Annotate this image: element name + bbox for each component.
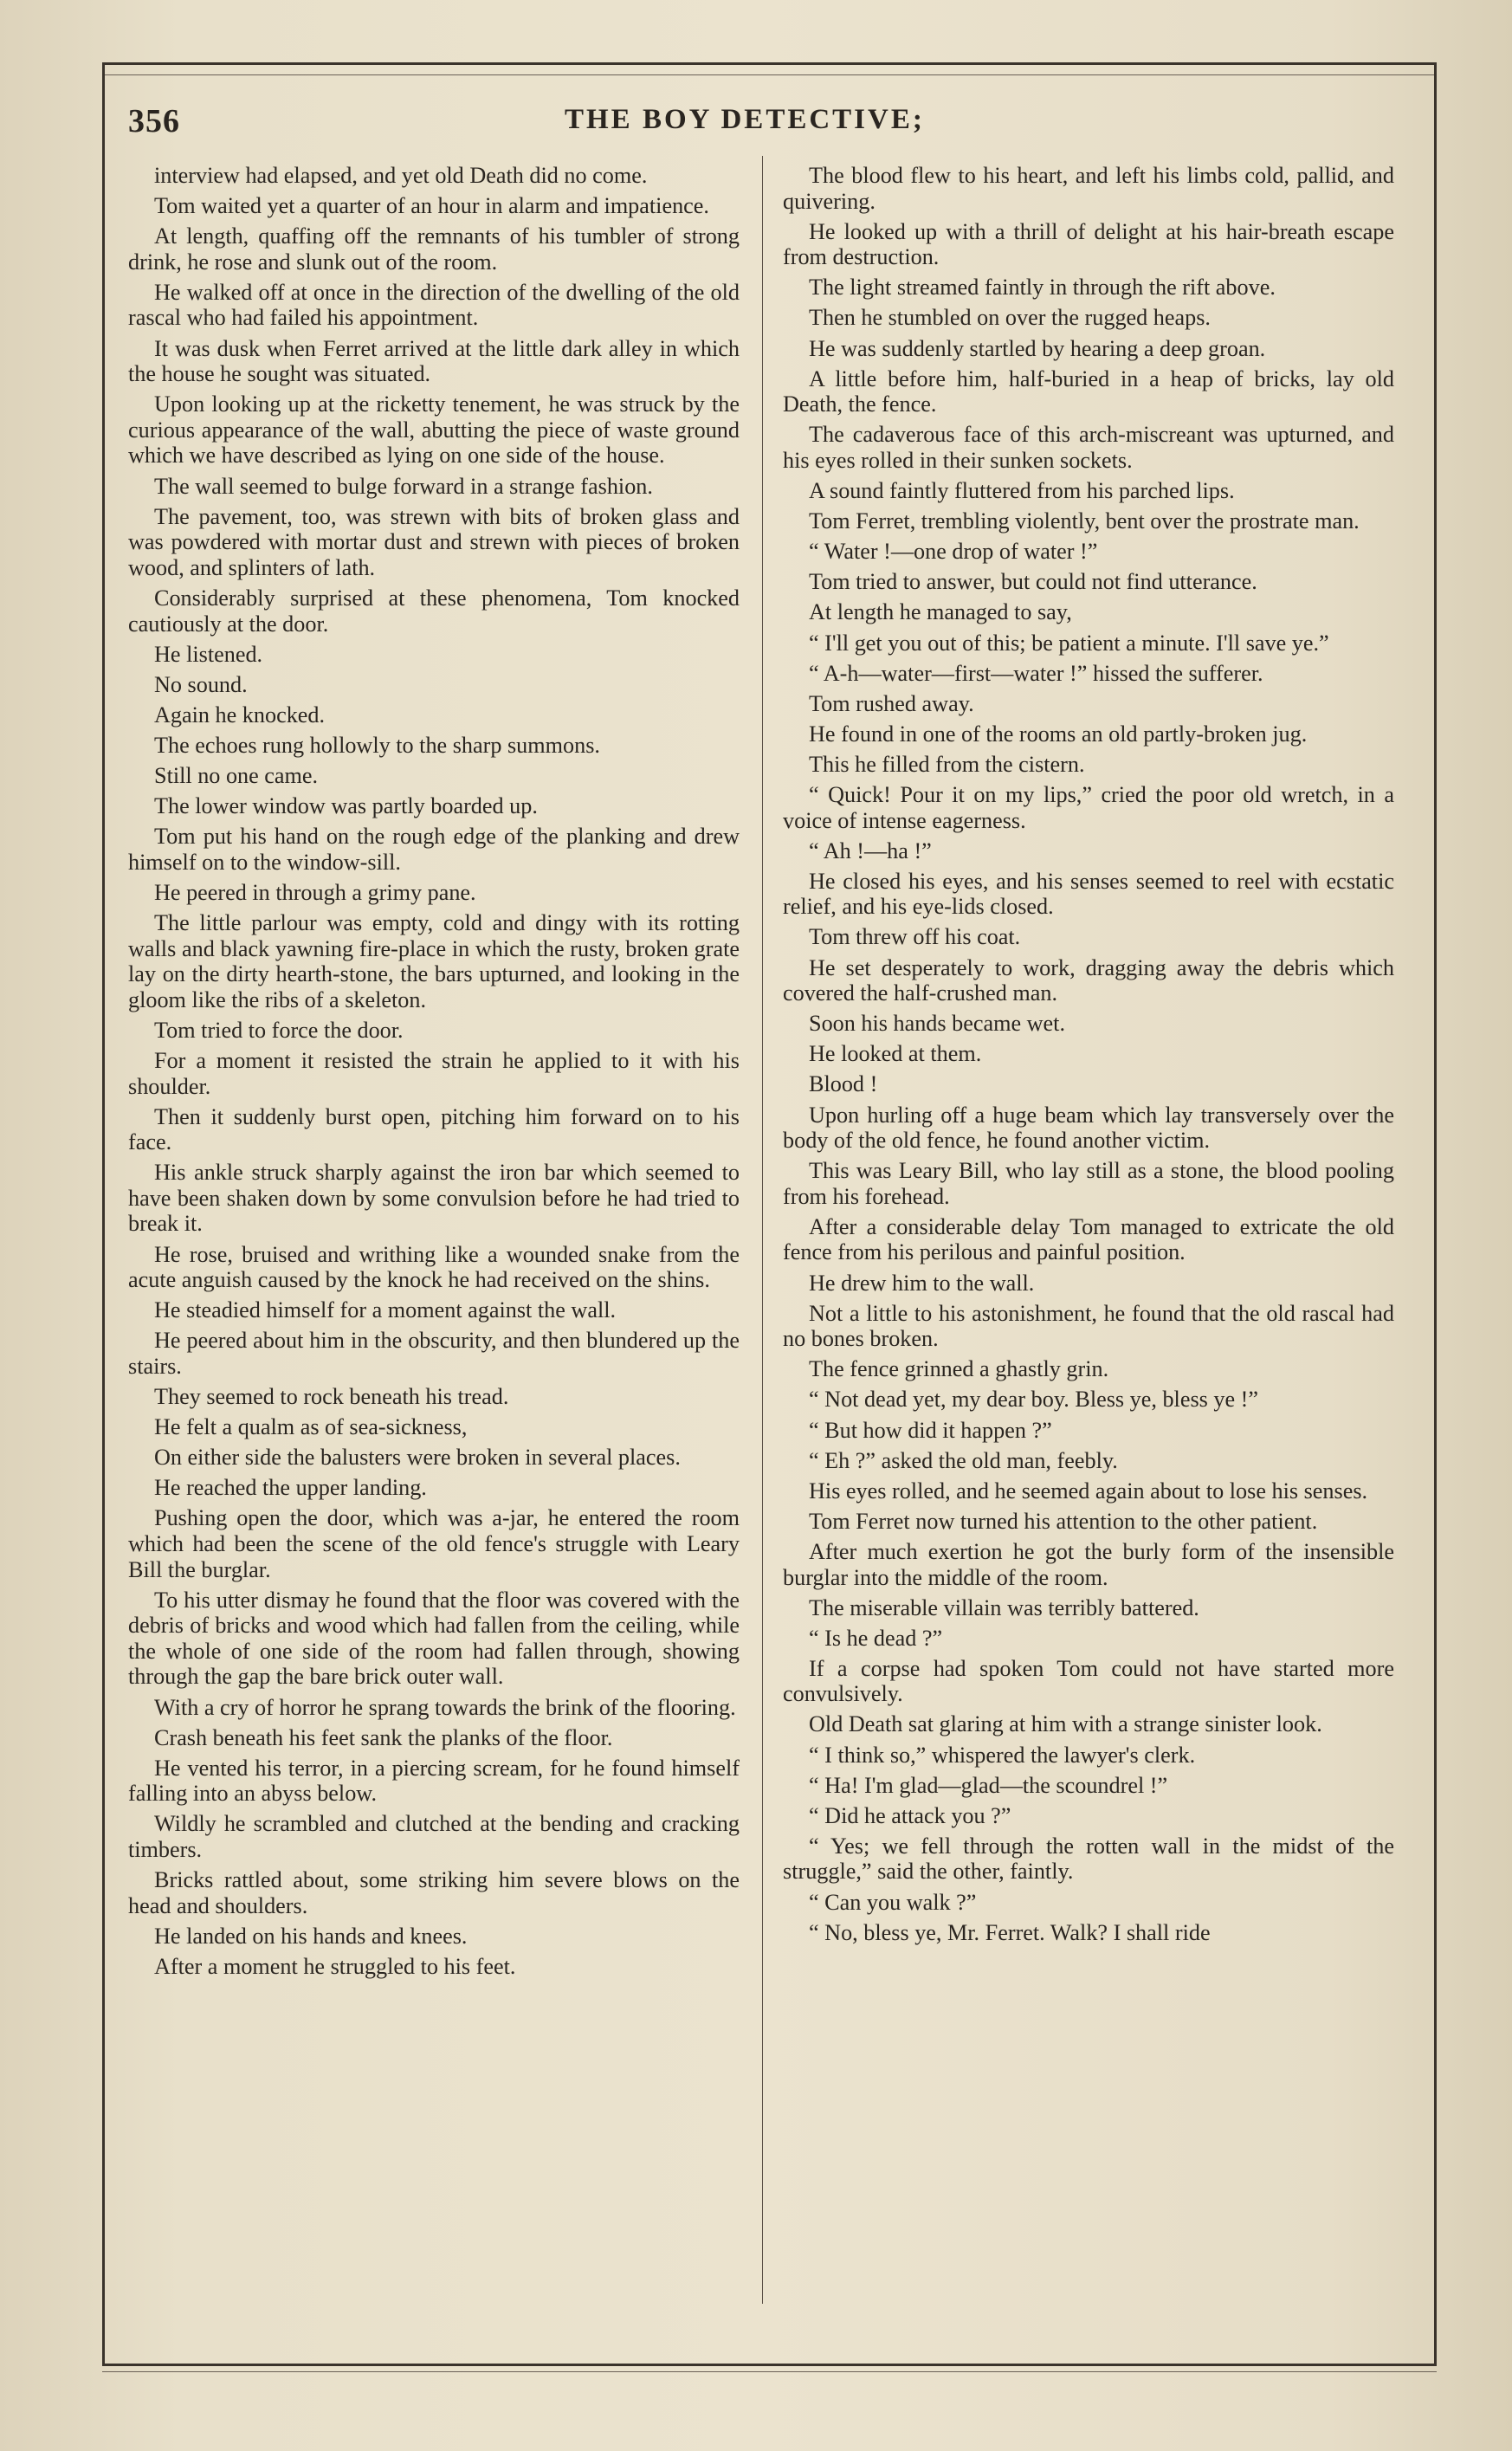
paragraph: “ But how did it happen ?” — [809, 1417, 1052, 1443]
paragraph: “ I'll get you out of this; be patient a minute. I'll save ye.” — [809, 630, 1329, 656]
paragraph: Not a little to his astonishment, he found that the old rascal had no bones broken. — [783, 1300, 1394, 1352]
paragraph: “ Did he attack you ?” — [809, 1802, 1011, 1828]
paragraph: He vented his terror, in a piercing scream, for he found himself falling into an abyss below. — [128, 1755, 740, 1807]
paragraph: “ Eh ?” asked the old man, feebly. — [809, 1447, 1118, 1473]
paragraph: Again he knocked. — [154, 702, 326, 728]
paragraph: If a corpse had spoken Tom could not have started more convulsively. — [783, 1655, 1394, 1707]
paragraph: Tom tried to force the door. — [154, 1017, 404, 1043]
column-divider — [762, 156, 763, 2304]
paragraph: At length, quaffing off the remnants of his tumbler of strong drink, he rose and slunk out of the room. — [128, 223, 740, 275]
paragraph: He set desperately to work, dragging away the debris which covered the half-crushed man. — [783, 954, 1394, 1006]
paragraph: Tom tried to answer, but could not find utterance. — [809, 569, 1257, 595]
paragraph: This he filled from the cistern. — [809, 751, 1085, 777]
page-number: 356 — [128, 103, 180, 139]
paragraph: He reached the upper landing. — [154, 1475, 427, 1501]
text-column-right — [783, 163, 1394, 1950]
paragraph: Tom threw off his coat. — [809, 924, 1021, 950]
paragraph: No sound. — [154, 671, 248, 697]
paragraph: “ Quick! Pour it on my lips,” cried the poor old wretch, in a voice of intense eagerness. — [783, 781, 1394, 833]
paragraph: He landed on his hands and knees. — [154, 1923, 468, 1949]
paragraph: Crash beneath his feet sank the planks of the floor. — [154, 1724, 613, 1750]
paragraph: He found in one of the rooms an old partly-broken jug. — [809, 721, 1308, 747]
paragraph: He closed his eyes, and his senses seemed to reel with ecstatic relief, and his eye-lids closed. — [783, 868, 1394, 920]
paragraph: The cadaverous face of this arch-miscreant was upturned, and his eyes rolled in their sunken sockets. — [783, 422, 1394, 473]
text-column-left — [128, 163, 740, 1984]
paragraph: “ Ah !—ha !” — [809, 837, 932, 863]
paragraph: He listened. — [154, 641, 263, 667]
paragraph: The lower window was partly boarded up. — [154, 793, 538, 819]
paragraph: “ Ha! I'm glad—glad—the scoundrel !” — [809, 1772, 1168, 1798]
paragraph: To his utter dismay he found that the floor was covered with the debris of bricks and wood which had fallen from the ceiling, while the whole of one side of the room had fallen through, showing through the gap the bare brick outer wall. — [128, 1587, 740, 1690]
paragraph: “ Is he dead ?” — [809, 1625, 943, 1651]
paragraph: For a moment it resisted the strain he applied to it with his shoulder. — [128, 1047, 740, 1099]
right-border-rule — [1434, 62, 1437, 2366]
paragraph: The miserable villain was terribly battered. — [809, 1594, 1199, 1620]
paragraph: The wall seemed to bulge forward in a strange fashion. — [154, 473, 653, 499]
paragraph: “ No, bless ye, Mr. Ferret. Walk? I shall ride — [809, 1919, 1211, 1945]
paragraph: After a considerable delay Tom managed to extricate the old fence from his perilous and painful position. — [783, 1213, 1394, 1265]
top-border-rule — [102, 62, 1436, 65]
paragraph: Old Death sat glaring at him with a strange sinister look. — [809, 1711, 1322, 1737]
paragraph: The light streamed faintly in through the rift above. — [809, 275, 1276, 301]
paragraph: Upon hurling off a huge beam which lay transversely over the body of the old fence, he found another victim. — [783, 1102, 1394, 1154]
paragraph: He looked up with a thrill of delight at his hair-breath escape from destruction. — [783, 218, 1394, 270]
paragraph: The echoes rung hollowly to the sharp summons. — [154, 732, 600, 758]
paragraph: “ A-h—water—first—water !” hissed the sufferer. — [809, 660, 1263, 686]
paragraph: Upon looking up at the ricketty tenement, he was struck by the curious appearance of the wall, abutting the piece of waste ground which we have described as lying on one side of the house. — [128, 391, 740, 469]
paragraph: “ Yes; we fell through the rotten wall in the midst of the struggle,” said the other, faintly. — [783, 1833, 1394, 1885]
paragraph: He rose, bruised and writhing like a wounded snake from the acute anguish caused by the knock he had received on the shins. — [128, 1241, 740, 1293]
paragraph: He looked at them. — [809, 1041, 982, 1067]
paragraph: interview had elapsed, and yet old Death did no come. — [154, 163, 648, 188]
paragraph: He peered about him in the obscurity, and then blundered up the stairs. — [128, 1328, 740, 1379]
paragraph: He walked off at once in the direction of the dwelling of the old rascal who had failed his appointment. — [128, 279, 740, 331]
paragraph: Still no one came. — [154, 762, 319, 788]
paragraph: His eyes rolled, and he seemed again about to lose his senses. — [809, 1478, 1368, 1504]
paragraph: At length he managed to say, — [809, 599, 1072, 625]
left-border-rule — [102, 62, 105, 2366]
paragraph: The fence grinned a ghastly grin. — [809, 1356, 1109, 1382]
top-border-thin-rule — [102, 74, 1436, 75]
paragraph: “ Water !—one drop of water !” — [809, 539, 1098, 565]
bottom-border-rule — [102, 2364, 1437, 2366]
paragraph: Blood ! — [809, 1071, 878, 1097]
paragraph: The little parlour was empty, cold and dingy with its rotting walls and black yawning fire-place in which the rusty, broken grate lay on the dirty hearth-stone, the bars upturned, and looking in the gloom like the ribs of a skeleton. — [128, 909, 740, 1012]
paragraph: “ Can you walk ?” — [809, 1889, 977, 1915]
paragraph: He was suddenly startled by hearing a deep groan. — [809, 335, 1266, 361]
paragraph: He steadied himself for a moment against the wall. — [154, 1297, 617, 1323]
paragraph: With a cry of horror he sprang towards the brink of the flooring. — [154, 1694, 736, 1720]
paragraph: Then it suddenly burst open, pitching him forward on to his face. — [128, 1103, 740, 1155]
paragraph: On either side the balusters were broken in several places. — [154, 1445, 681, 1471]
paragraph: Tom put his hand on the rough edge of the planking and drew himself on to the window-sill. — [128, 824, 740, 875]
paragraph: The blood flew to his heart, and left his limbs cold, pallid, and quivering. — [783, 163, 1394, 214]
paragraph: Considerably surprised at these phenomena, Tom knocked cautiously at the door. — [128, 585, 740, 637]
paragraph: After much exertion he got the burly form of the insensible burglar into the middle of the room. — [783, 1538, 1394, 1590]
paragraph: He peered in through a grimy pane. — [154, 879, 476, 905]
bottom-border-thin-rule — [102, 2371, 1437, 2372]
paragraph: His ankle struck sharply against the iron bar which seemed to have been shaken down by some convulsion before he had tried to break it. — [128, 1160, 740, 1237]
paragraph: “ I think so,” whispered the lawyer's clerk. — [809, 1742, 1196, 1768]
paragraph: Bricks rattled about, some striking him severe blows on the head and shoulders. — [128, 1867, 740, 1918]
paragraph: Soon his hands became wet. — [809, 1011, 1066, 1037]
paragraph: Tom waited yet a quarter of an hour in alarm and impatience. — [154, 193, 709, 219]
paragraph: Tom rushed away. — [809, 690, 974, 716]
paragraph: It was dusk when Ferret arrived at the little dark alley in which the house he sought was situated. — [128, 335, 740, 387]
paragraph: “ Not dead yet, my dear boy. Bless ye, bless ye !” — [809, 1387, 1258, 1413]
paragraph: Then he stumbled on over the rugged heaps. — [809, 305, 1211, 331]
paragraph: A sound faintly fluttered from his parched lips. — [809, 478, 1235, 504]
paragraph: He felt a qualm as of sea-sickness, — [154, 1414, 468, 1440]
paragraph: This was Leary Bill, who lay still as a stone, the blood pooling from his forehead. — [783, 1158, 1394, 1209]
running-head: THE BOY DETECTIVE; — [565, 104, 925, 135]
paragraph: Pushing open the door, which was a-jar, he entered the room which had been the scene of the old fence's struggle with Leary Bill the burglar. — [128, 1505, 740, 1582]
paragraph: Wildly he scrambled and clutched at the bending and cracking timbers. — [128, 1811, 740, 1863]
paragraph: Tom Ferret, trembling violently, bent over the prostrate man. — [809, 508, 1360, 534]
paragraph: After a moment he struggled to his feet. — [154, 1953, 516, 1979]
paragraph: The pavement, too, was strewn with bits of broken glass and was powdered with mortar dust and strewn with pieces of broken wood, and splinters of lath. — [128, 503, 740, 580]
paragraph: Tom Ferret now turned his attention to the other patient. — [809, 1508, 1318, 1534]
paragraph: He drew him to the wall. — [809, 1270, 1035, 1296]
paragraph: They seemed to rock beneath his tread. — [154, 1384, 509, 1410]
paragraph: A little before him, half-buried in a heap of bricks, lay old Death, the fence. — [783, 365, 1394, 417]
